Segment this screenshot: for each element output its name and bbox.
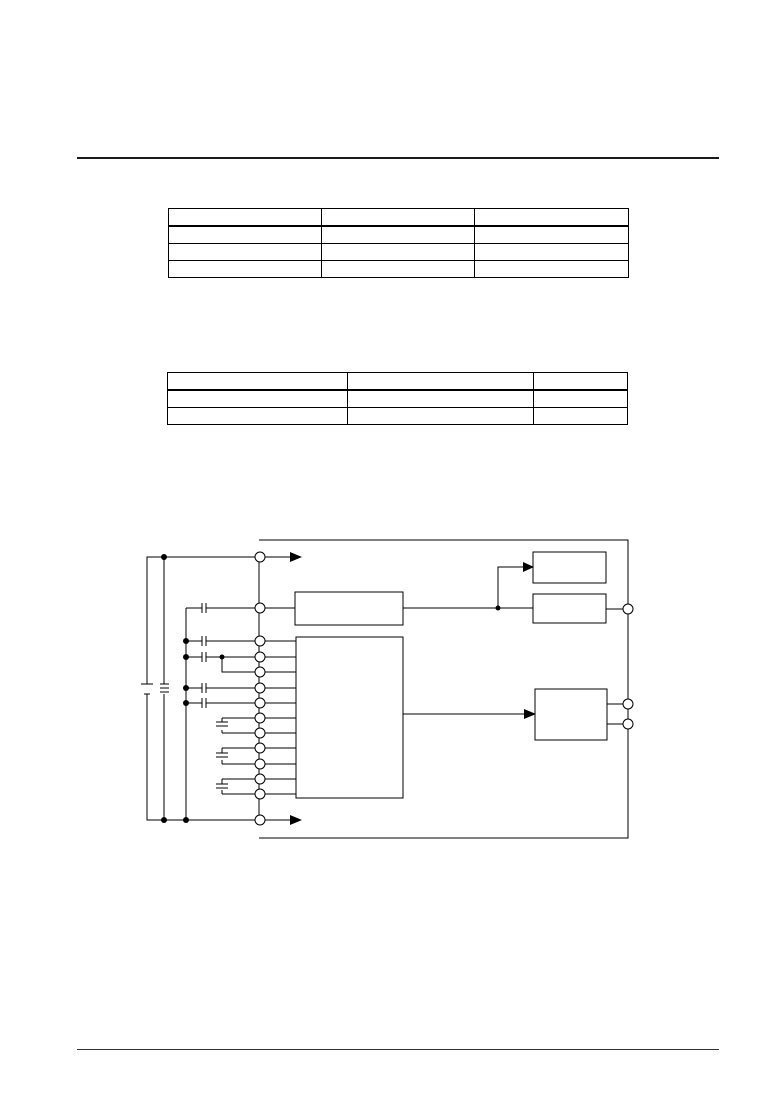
terminal: [255, 713, 265, 723]
terminal: [255, 683, 265, 693]
arrow-right-icon: [523, 562, 534, 572]
terminal: [255, 815, 265, 825]
terminal: [255, 667, 265, 677]
terminal: [623, 719, 633, 729]
supply-symbol: [160, 684, 169, 692]
output-block-top: [533, 552, 606, 583]
terminal: [255, 636, 265, 646]
output-block-bottom: [535, 689, 607, 740]
terminal: [255, 698, 265, 708]
terminal: [255, 552, 265, 562]
footer-rule: [77, 1049, 719, 1050]
terminal: [255, 759, 265, 769]
terminal: [255, 743, 265, 753]
arrow-right-icon: [524, 709, 536, 719]
terminal: [255, 789, 265, 799]
capacitor-network: [186, 603, 259, 794]
ic-connections: [265, 608, 296, 794]
terminal: [255, 603, 265, 613]
regulator-block: [295, 592, 403, 625]
arrow-right-icon: [290, 815, 302, 825]
terminal: [255, 652, 265, 662]
arrow-right-icon: [290, 552, 302, 562]
terminal: [623, 604, 633, 614]
terminal: [623, 699, 633, 709]
terminal: [255, 774, 265, 784]
terminal: [255, 728, 265, 738]
output-block-middle: [533, 594, 606, 623]
ic-block: [296, 637, 403, 798]
